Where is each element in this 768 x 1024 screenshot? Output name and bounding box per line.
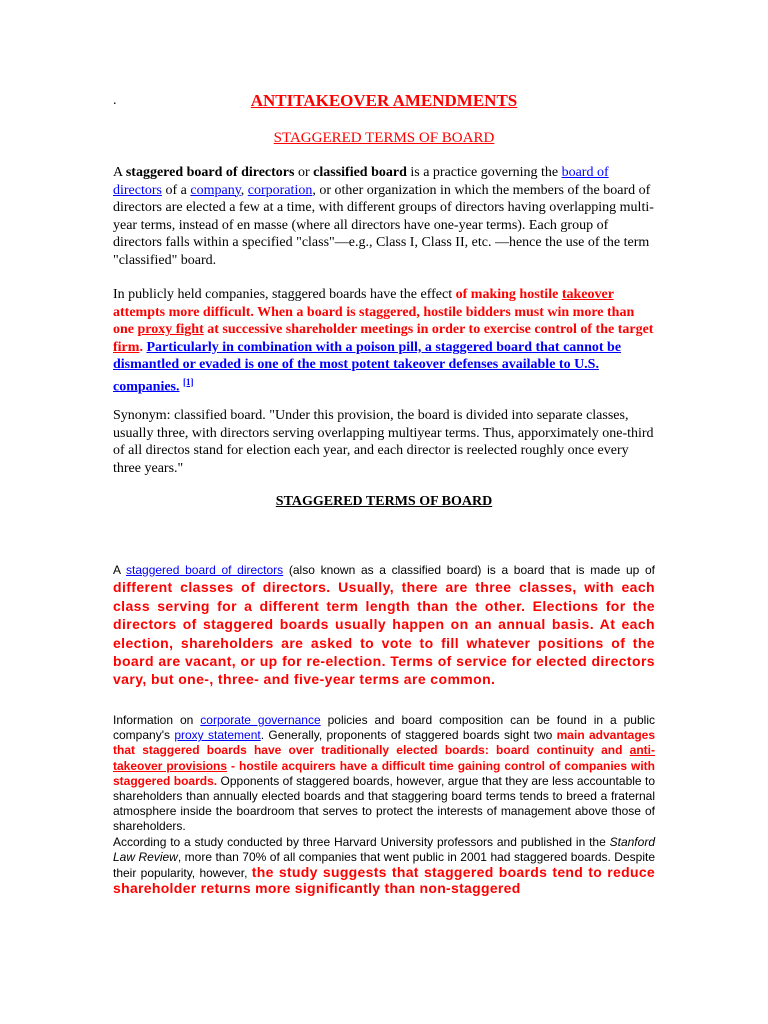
page-title: ANTITAKEOVER AMENDMENTS <box>250 91 518 110</box>
link-corporate-governance[interactable]: corporate governance <box>200 713 321 727</box>
paragraph-synonym: Synonym: classified board. "Under this provision, the board is divided into separate classes, usually three, with directors serving overlapping multiyear terms. Thus, apporximately one-third of all directos stand for election each year, and each director is reelected roughly once every three years." <box>113 408 654 476</box>
link-staggered-board[interactable]: staggered board of directors <box>126 563 284 577</box>
link-proxy-fight[interactable]: proxy fight <box>137 322 204 337</box>
link-board-of-directors[interactable]: board of directors <box>113 165 609 198</box>
section-title: STAGGERED TERMS OF BOARD <box>275 494 493 509</box>
highlight-poison-pill: Particularly in combination with a poison pill, a staggered board that cannot be dismantled or evaded is one of the most potent takeover defenses available to U.S. companies. <box>113 339 622 395</box>
link-takeover[interactable]: takeover <box>561 287 614 302</box>
paragraph-effect: In publicly held companies, staggered boards have the effect of making hostile takeover attempts more difficult. When a board is staggered, hostile bidders must win more than one proxy fight at successive shareholder meetings in order to exercise control of the target firm. Particularly in combination with a poison pill, a staggered board that cannot be dismantled or evaded is one of the most potent takeover defenses available to U.S. companies. [1] <box>113 287 654 395</box>
term-classified-board: classified board <box>313 165 407 180</box>
link-corporation[interactable]: corporation <box>247 182 313 198</box>
paragraph-governance: Information on corporate governance policies and board composition can be found in a public company's proxy statement. Generally, proponents of staggered boards sight two main advantages that staggered boards have over traditionally elected boards: board continuity and anti-takeover provisions - hostile acquirers have a difficult time gaining control of companies with staggered boards. Opponents of staggered boards, however, argue that they are less accountable to shareholders than annually elected boards and that staggering board terms tends to breed a fraternal atmosphere inside the boardroom that serves to protect the interests of management above those of shareholders. According to a study conducted by three Harvard University professors and published in the Stanford Law Review, more than 70% of all companies that went public in 2001 had staggered boards. Despite their popularity, however, the study suggests that staggered boards tend to reduce shareholder returns more significantly than non-staggered <box>113 713 656 897</box>
term-staggered-board: staggered board of directors <box>125 165 295 180</box>
page-subtitle: STAGGERED TERMS OF BOARD <box>273 130 495 146</box>
link-proxy-statement[interactable]: proxy statement <box>174 728 261 743</box>
link-firm[interactable]: firm <box>113 339 140 355</box>
paragraph-classified-board: A staggered board of directors (also known as a classified board) is a board that is made up of different classes of directors. Usually, there are three classes, with each class serving for a different term length than the other. Elections for the directors of staggered boards usually happen on an annual basis. At each election, shareholders are asked to vote to fill whatever positions of the board are vacant, or up for re-election. Terms of service for elected directors vary, but one-, three- and five-year terms are common. <box>113 563 655 688</box>
link-company[interactable]: company <box>190 182 241 198</box>
reference-link[interactable]: [1] <box>183 376 194 387</box>
link-anti-takeover-provisions[interactable]: anti-takeover provisions <box>113 743 655 773</box>
leading-dot: . <box>113 93 117 108</box>
paragraph-definition: A staggered board of directors or classified board is a practice governing the board of directors of a company, corporation, or other organization in which the members of the board of directors are elected a few at a time, with different groups of directors having overlapping multi-year terms, instead of en masse (where all directors have one-year terms). Each group of directors falls within a specified "class"—e.g., Class I, Class II, etc. —hence the use of the term "classified" board. <box>113 165 654 268</box>
highlight-classes: different classes of directors. Usually, there are three classes, with each class serving for a different term length than the other. Elections for the directors of staggered boards usually happen on an annual basis. At each election, shareholders are asked to vote to fill whatever positions of the board are vacant, or up for re-election. Terms of service for elected directors vary, but one-, three- and five-year terms are common. <box>113 579 655 688</box>
journal-name: Stanford Law Review <box>113 834 655 864</box>
highlight-study-conclusion: the study suggests that staggered boards tend to reduce shareholder returns more significantly than non-staggered <box>113 864 655 897</box>
